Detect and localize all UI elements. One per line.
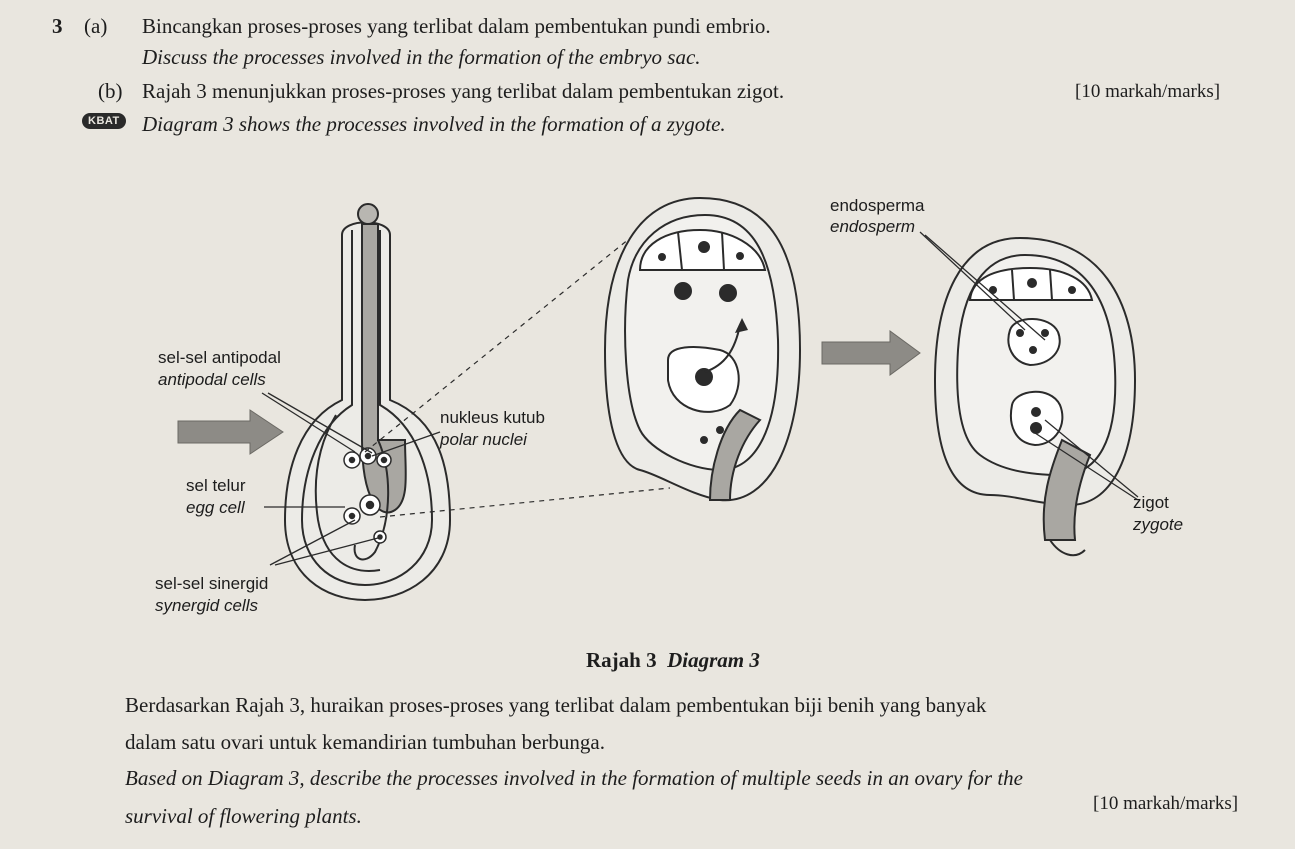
label-antipodal-ms: sel-sel antipodal: [158, 348, 281, 367]
followup-line2-ms: dalam satu ovari untuk kemandirian tumbuhan berbunga.: [125, 730, 605, 754]
label-antipodal-en: antipodal cells: [158, 370, 266, 389]
label-synergid-ms: sel-sel sinergid: [155, 574, 269, 593]
left-arrow: [178, 410, 283, 454]
label-endosperm-en: endosperm: [830, 217, 916, 236]
label-synergid-en: synergid cells: [155, 596, 258, 615]
label-zygote-en: zygote: [1133, 515, 1184, 534]
part-b-text-en: Diagram 3 shows the processes involved in the formation of a zygote.: [142, 112, 726, 136]
caption-ms: Rajah 3: [586, 648, 657, 672]
label-egg-ms: sel telur: [186, 476, 246, 495]
embryo-sac-middle: [605, 198, 800, 500]
label-endosperm-ms: endosperma: [830, 196, 925, 215]
part-a-marks: [10 markah/marks]: [1075, 81, 1221, 102]
followup-marks: [10 markah/marks]: [1093, 793, 1239, 814]
label-polar-ms: nukleus kutub: [440, 408, 545, 427]
kbat-badge: KBAT: [82, 113, 126, 129]
embryo-sac-right: [935, 238, 1135, 555]
label-egg-en: egg cell: [186, 498, 245, 517]
part-a-label: (a): [84, 14, 108, 38]
part-a-text-ms: Bincangkan proses-proses yang terlibat dalam pembentukan pundi embrio.: [142, 14, 771, 38]
diagram-caption: [586, 648, 760, 672]
middle-arrow: [822, 331, 920, 375]
label-polar-en: polar nuclei: [440, 430, 527, 449]
part-a-text-en: Discuss the processes involved in the formation of the embryo sac.: [142, 45, 701, 69]
part-b-text-ms: Rajah 3 menunjukkan proses-proses yang terlibat dalam pembentukan zigot.: [142, 79, 785, 103]
part-b-label: (b): [98, 79, 123, 103]
question-number: 3: [52, 14, 63, 38]
caption-en: Diagram 3: [667, 648, 760, 672]
followup-line1-ms: Berdasarkan Rajah 3, huraikan proses-proses yang terlibat dalam pembentukan biji benih yang banyak: [125, 693, 987, 717]
followup-line2-en: survival of flowering plants.: [125, 804, 362, 828]
followup-line1-en: Based on Diagram 3, describe the processes involved in the formation of multiple seeds in an ovary for the: [125, 766, 1023, 790]
label-zygote-ms: zigot: [1133, 493, 1169, 512]
